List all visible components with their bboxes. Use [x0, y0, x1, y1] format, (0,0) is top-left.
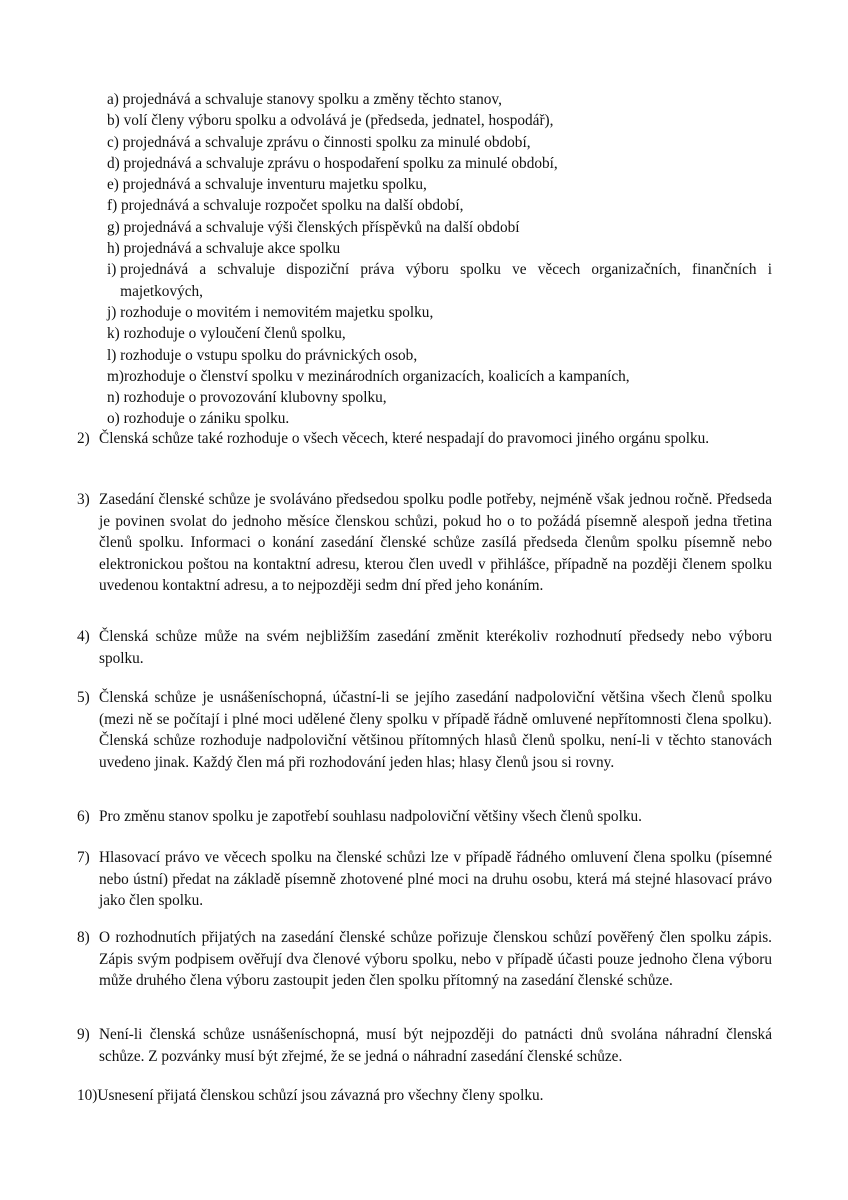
- list-item-text: projednává a schvaluje dispoziční práva výboru spolku ve věcech organizačních, finančních i majetkových,: [120, 261, 772, 300]
- list-item-marker: h): [107, 240, 124, 258]
- paragraph-number: 4): [77, 628, 90, 645]
- paragraph-text: Členská schůze může na svém nejbližším zasedání změnit kterékoliv rozhodnutí předsedy nebo výboru spolku.: [99, 628, 772, 667]
- list-item: [107, 302, 772, 323]
- list-item-text: rozhoduje o členství spolku v mezinárodních organizacích, koalicích a kampaních,: [124, 367, 630, 385]
- paragraph-text: Není-li členská schůze usnášeníschopná, musí být nejpozději do patnácti dnů svolána náhradní členská schůze. Z pozvánky musí být zřejmé, že se jedná o náhradní zasedání členské schůze.: [99, 1026, 772, 1065]
- paragraph-number: 6): [77, 808, 90, 825]
- paragraph-text: Pro změnu stanov spolku je zapotřebí souhlasu nadpoloviční většiny všech členů spolku.: [99, 808, 642, 825]
- list-item: [107, 387, 772, 408]
- paragraph-text: O rozhodnutích přijatých na zasedání členské schůze pořizuje členskou schůzí pověřený člen spolku zápis. Zápis svým podpisem ověřují dva členové výboru spolku, nebo v případě účasti pouze jednoho člena výboru může druhého člena výboru zastoupit jeden člen spolku přítomný na zasedání členské schůze.: [99, 929, 772, 990]
- paragraph-6: [77, 806, 772, 828]
- paragraph-3: [77, 489, 772, 597]
- list-item-marker: c): [107, 133, 123, 151]
- list-item: [107, 408, 772, 429]
- list-item-text: projednává a schvaluje výši členských příspěvků na další období: [123, 218, 520, 236]
- paragraph-4: [77, 626, 772, 669]
- list-item-text: projednává a schvaluje zprávu o hospodaření spolku za minulé období,: [123, 154, 558, 172]
- list-item-marker: a): [107, 91, 123, 108]
- list-item-marker: i): [107, 261, 121, 279]
- list-item: [107, 238, 772, 259]
- list-item-marker: m): [107, 367, 124, 385]
- list-item: [107, 217, 772, 238]
- paragraph-text: Usnesení přijatá členskou schůzí jsou závazná pro všechny členy spolku.: [97, 1087, 544, 1104]
- paragraph-text: Členská schůze také rozhoduje o všech věcech, které nespadají do pravomoci jiného orgánu spolku.: [99, 430, 710, 447]
- list-item-text: rozhoduje o vstupu spolku do právnických osob,: [120, 346, 418, 364]
- list-item-text: rozhoduje o vyloučení členů spolku,: [123, 325, 346, 343]
- list-item: [107, 174, 772, 195]
- list-item: [107, 89, 772, 110]
- paragraph-number: 7): [77, 849, 90, 866]
- list-item: [107, 132, 772, 153]
- paragraph-number: 3): [77, 491, 90, 508]
- list-item-marker: b): [107, 112, 124, 130]
- sub-item-list: [107, 89, 772, 430]
- list-item: [107, 323, 772, 344]
- list-item: [107, 259, 772, 302]
- list-item: [107, 153, 772, 174]
- list-item-text: projednává a schvaluje stanovy spolku a změny těchto stanov,: [122, 91, 502, 108]
- list-item-text: rozhoduje o provozování klubovny spolku,: [123, 389, 387, 407]
- list-item: [107, 366, 772, 387]
- list-item-text: projednává a schvaluje rozpočet spolku na další období,: [121, 197, 464, 215]
- paragraph-8: [77, 927, 772, 992]
- list-item-marker: g): [107, 218, 124, 236]
- paragraph-number: 9): [77, 1026, 90, 1043]
- paragraph-number: 5): [77, 689, 90, 706]
- paragraph-text: Zasedání členské schůze je svoláváno předsedou spolku podle potřeby, nejméně však jednou ročně. Předseda je povinen svolat do jednoho měsíce členskou schůzi, pokud ho o to požádá písemně alespoň jedna třetina členů spolku. Informaci o konání zasedání členské schůze zasílá předseda členům spolku písemně nebo elektronickou poštou na kontaktní adresu, kterou člen uvedl v přihlášce, případně na později členem spolku uvedenou kontaktní adresu, a to nejpozději sedm dní před jeho konáním.: [99, 491, 772, 595]
- list-item-text: projednává a schvaluje zprávu o činnosti spolku za minulé období,: [122, 133, 531, 151]
- list-item: [107, 345, 772, 366]
- paragraph-number: 10): [77, 1087, 98, 1104]
- list-item-text: rozhoduje o zániku spolku.: [123, 410, 290, 428]
- list-item-marker: o): [107, 410, 124, 428]
- paragraph-5: [77, 687, 772, 773]
- list-item-marker: k): [107, 325, 124, 343]
- paragraph-2: [77, 428, 772, 450]
- list-item: [107, 195, 772, 216]
- paragraph-text: Hlasovací právo ve věcech spolku na členské schůzi lze v případě řádného omluvení člena spolku (písemné nebo ústní) předat na základě písemně zhotovené plné moci na druhu osobu, která má stejné hlasovací právo jako člen spolku.: [99, 849, 772, 910]
- list-item-marker: f): [107, 197, 122, 215]
- paragraph-7: [77, 847, 772, 912]
- paragraph-text: Členská schůze je usnášeníschopná, účastní-li se jejího zasedání nadpoloviční většina všech členů spolku (mezi ně se počítají i plné moci udělené členy spolku v případě řádně omluvené nepřítomnosti člena spolku). Členská schůze rozhoduje nadpoloviční většinou přítomných hlasů členů spolku, není-li v těchto stanovách uvedeno jinak. Každý člen má při rozhodování jeden hlas; hlasy členů jsou si rovny.: [99, 689, 772, 771]
- paragraph-number: 2): [77, 430, 90, 447]
- list-item-marker: l): [107, 346, 121, 364]
- list-item-text: projednává a schvaluje akce spolku: [123, 240, 341, 258]
- list-item-text: projednává a schvaluje inventuru majetku spolku,: [122, 176, 427, 194]
- list-item-marker: e): [107, 176, 123, 194]
- list-item-marker: j): [107, 303, 121, 321]
- paragraph-number: 8): [77, 929, 90, 946]
- list-item-marker: d): [107, 154, 124, 172]
- list-item: [107, 110, 772, 131]
- list-item-text: rozhoduje o movitém i nemovitém majetku spolku,: [120, 303, 434, 321]
- list-item-marker: n): [107, 389, 124, 407]
- list-item-text: volí členy výboru spolku a odvolává je (předseda, jednatel, hospodář),: [123, 112, 554, 130]
- paragraph-10: [77, 1085, 772, 1107]
- paragraph-9: [77, 1024, 772, 1067]
